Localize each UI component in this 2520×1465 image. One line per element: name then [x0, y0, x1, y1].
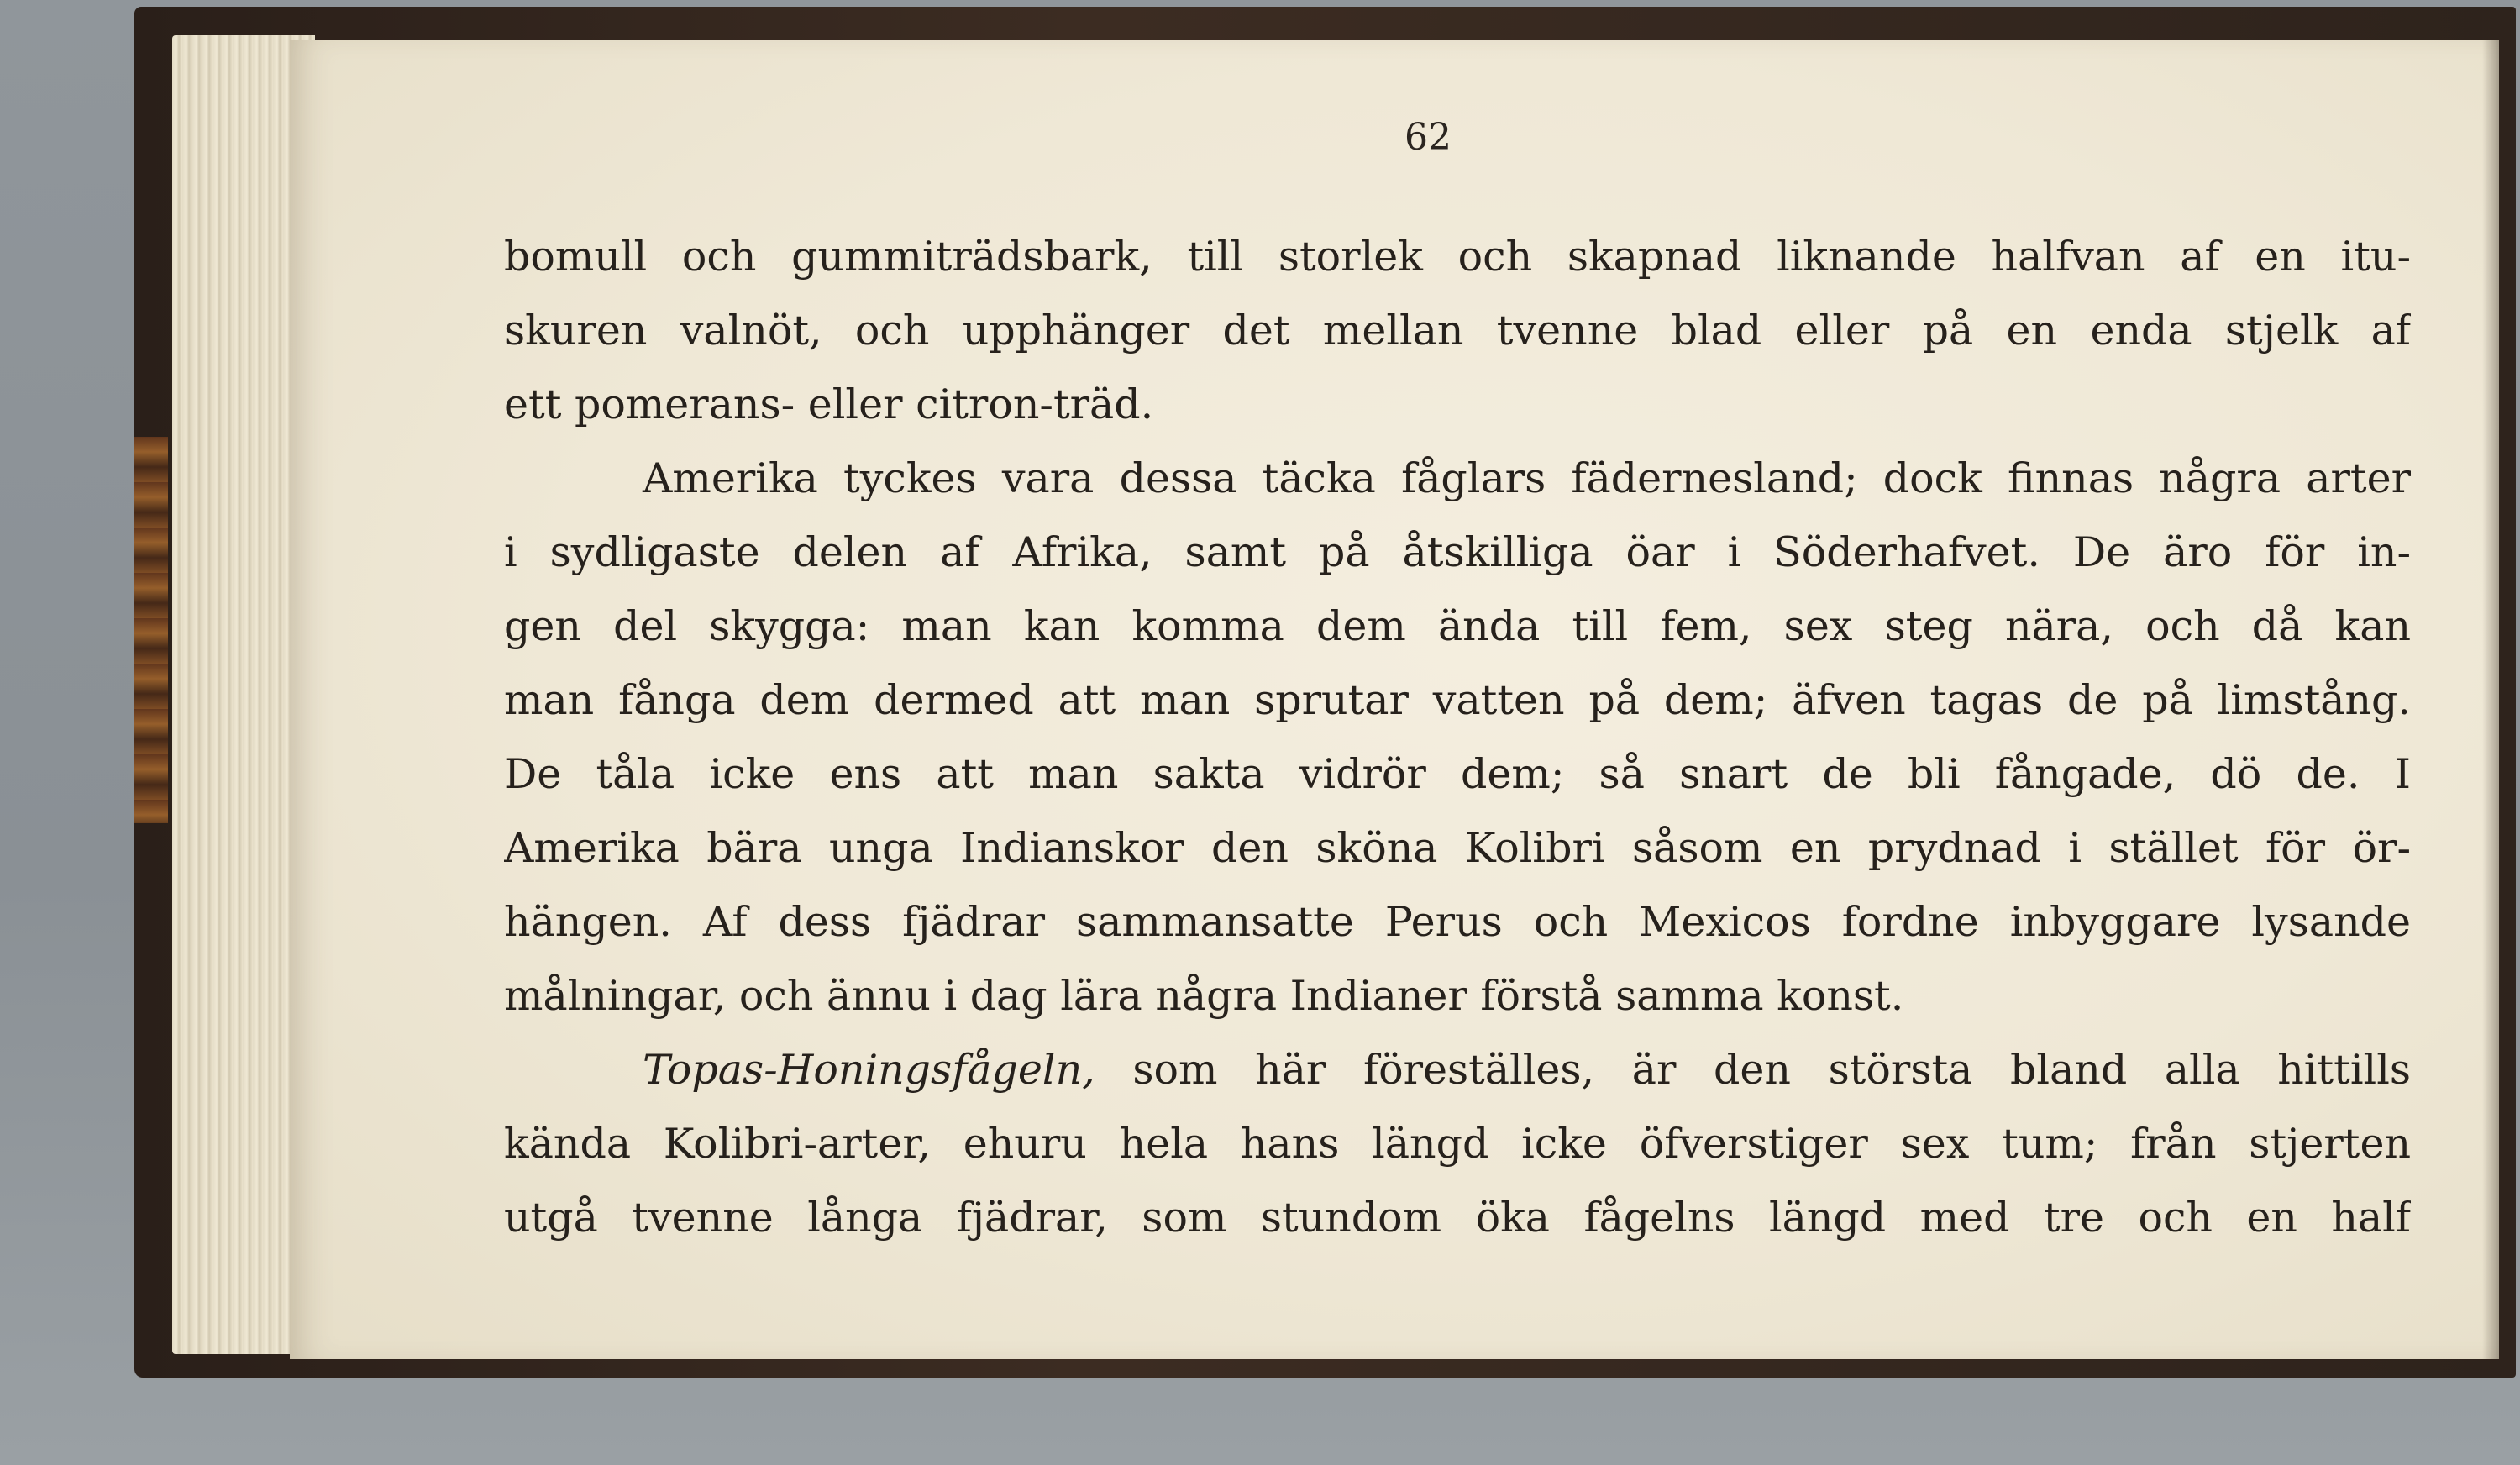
text-line: hängen. Af dess fjädrar sammansatte Perus och Mexicos fordne inbyggare lysande: [504, 898, 2411, 946]
text-line: skuren valnöt, och upphänger det mellan tvenne blad eller på en enda stjelk af: [504, 307, 2411, 354]
body-text: [504, 220, 2411, 1255]
text-line: Amerika tyckes vara dessa täcka fåglars fädernesland; dock finnas några arter: [643, 454, 2411, 502]
text-line: ett pomerans- eller citron-träd.: [504, 381, 1154, 428]
text-line: Amerika bära unga Indianskor den sköna Kolibri såsom en prydnad i stället för ör-: [504, 824, 2411, 872]
text-line: i sydligaste delen af Afrika, samt på åtskilliga öar i Söderhafvet. De äro för in-: [504, 528, 2411, 576]
page-number: 62: [1404, 116, 1452, 159]
text-line-italic-lead: [504, 1033, 2411, 1107]
italic-species-name: Topas-Honingsfågeln,: [643, 1046, 1095, 1094]
text-line: man fånga dem dermed att man sprutar vatten på dem; äfven tagas de på limstång.: [504, 676, 2411, 724]
text-line: målningar, och ännu i dag lära några Indianer förstå samma konst.: [504, 972, 1904, 1020]
text-line: utgå tvenne långa fjädrar, som stundom öka fågelns längd med tre och en half: [504, 1194, 2411, 1242]
text-line: De tåla icke ens att man sakta vidrör dem; så snart de bli fångade, dö de. I: [504, 750, 2411, 798]
text-line: bomull och gummiträdsbark, till storlek och skapnad liknande halfvan af en itu-: [504, 233, 2411, 281]
text-line-remainder: föreställes, är den största bland alla hittills: [1362, 1046, 2411, 1094]
text-line: gen del skygga: man kan komma dem ända till fem, sex steg nära, och då kan: [504, 602, 2411, 650]
spine-edge: [134, 437, 168, 823]
text-line: kända Kolibri-arter, ehuru hela hans längd icke öfverstiger sex tum; från stjerten: [504, 1120, 2411, 1168]
page-edge-shadow: [2482, 40, 2499, 1359]
italic-lead-suffix: som här: [1132, 1046, 1326, 1094]
